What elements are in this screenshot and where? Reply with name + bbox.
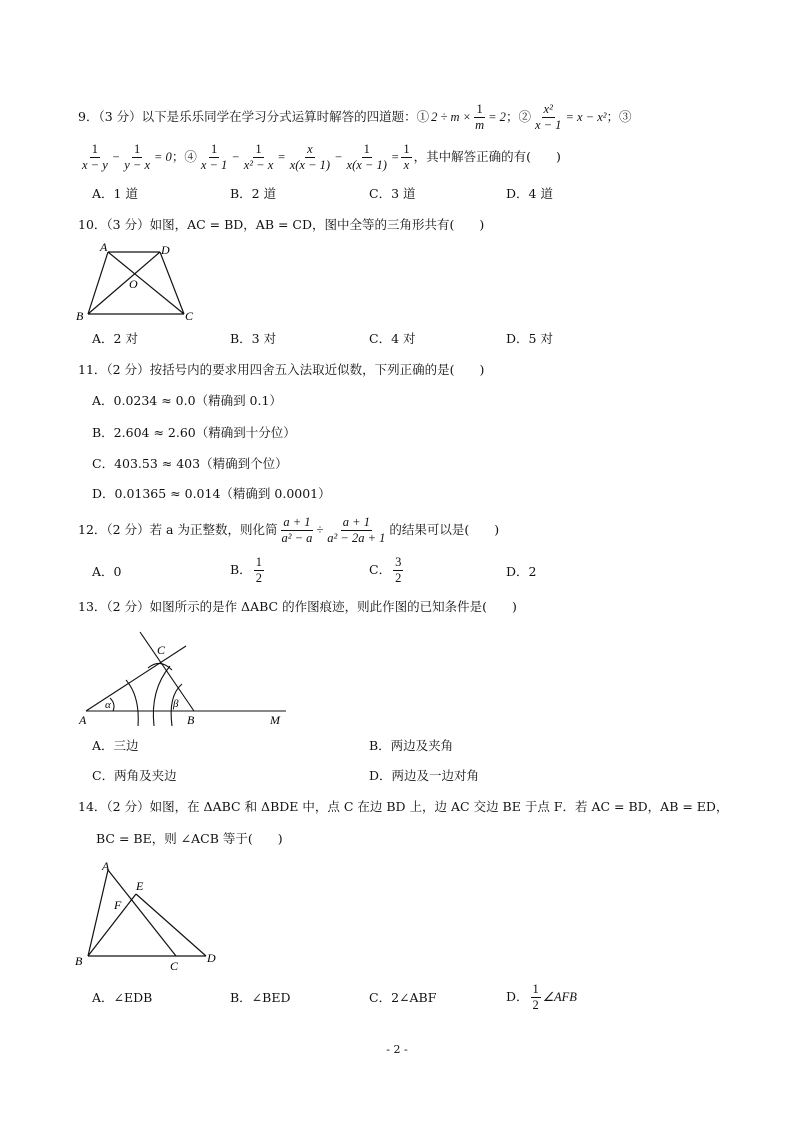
q13-stem: 13．（2 分）如图所示的是作 ΔABC 的作图痕迹，则此作图的已知条件是( ) (78, 599, 517, 614)
q14-option-d[interactable] (506, 983, 577, 1012)
label-d: D (207, 951, 216, 965)
frac-denominator: x − 1 (534, 118, 562, 133)
q9-expr4-fraction-2 (242, 143, 276, 172)
frac-denominator: x − y (82, 158, 108, 173)
q9-expr3-end: = 0 (154, 150, 172, 165)
q9-expr2-end: = x − x² (565, 110, 607, 125)
label-d: D (161, 243, 170, 257)
equals-sign: = (277, 150, 286, 165)
q13-option-b[interactable]: B．两边及夹角 (369, 738, 454, 753)
frac-numerator: 1 (401, 143, 411, 158)
q9-expr1-end: = 2 (488, 110, 506, 125)
q14-option-d-tail: ∠AFB (542, 990, 577, 1005)
q9-expr4-fraction-5 (401, 143, 411, 172)
q9-expr1: 2 ÷ m × (431, 110, 472, 125)
q13-option-c[interactable]: C．两角及夹边 (92, 768, 177, 783)
q12-option-b[interactable] (230, 556, 266, 585)
q9-option-c[interactable]: C．3 道 (369, 186, 416, 201)
q12-fraction-2 (325, 516, 387, 545)
frac-numerator: 1 (531, 983, 541, 998)
frac-numerator: a + 1 (281, 516, 312, 531)
frac-numerator: 1 (132, 143, 142, 158)
q9-expr1-fraction (473, 103, 486, 132)
q14-option-b[interactable]: B．∠BED (230, 990, 291, 1005)
label-c: C (185, 309, 194, 323)
minus-sign: − (334, 150, 343, 165)
q11-stem: 11．（2 分）按括号内的要求用四舍五入法取近似数，下列正确的是( ) (78, 362, 485, 377)
frac-numerator: 1 (209, 143, 219, 158)
segment-bd (88, 252, 160, 314)
q10-option-d[interactable]: D．5 对 (506, 331, 553, 346)
arc-large-b (153, 666, 170, 726)
q9-sep1: ；② (505, 109, 531, 125)
frac-denominator: x(x − 1) (346, 158, 387, 173)
q9-sep2: ；③ (606, 109, 632, 125)
frac-denominator: m (475, 118, 485, 133)
frac-numerator: x² (542, 103, 555, 118)
label-o: O (129, 277, 138, 291)
q12-option-c-label: C． (369, 562, 392, 578)
q9-tail: ，其中解答正确的有( ) (413, 149, 561, 165)
q12-fraction-1 (279, 516, 314, 545)
q10-stem: 10．（3 分）如图，AC = BD，AB = CD，图中全等的三角形共有( ) (78, 217, 485, 232)
q9-expr3-fraction-1 (80, 143, 110, 172)
q14-stem-line1: 14．（2 分）如图，在 ΔABC 和 ΔBDE 中，点 C 在边 BD 上，边 AC 交边 BE 于点 F．若 AC = BD，AB = ED， (78, 799, 729, 814)
frac-denominator: a² − a (281, 531, 313, 546)
q9-stem: 9．（3 分）以下是乐乐同学在学习分式运算时解答的四道题：① (78, 109, 430, 125)
q13-figure-construction (74, 628, 304, 728)
label-b: B (187, 713, 195, 727)
q12-option-d[interactable]: D．2 (506, 564, 537, 579)
label-a: A (79, 713, 87, 727)
q12-option-c-fraction (393, 556, 403, 585)
q12-option-a[interactable]: A．0 (92, 564, 122, 579)
frac-denominator: 2 (255, 571, 262, 586)
q9-expr2-fraction (533, 103, 563, 132)
q12-prefix: 12．（2 分）若 a 为正整数，则化简 (78, 522, 278, 538)
label-m: M (270, 713, 280, 727)
page-number: - 2 - (386, 1043, 408, 1056)
label-a: A (102, 859, 110, 873)
frac-numerator: x (305, 143, 315, 158)
frac-denominator: 2 (395, 571, 402, 586)
q9-option-b[interactable]: B．2 道 (230, 186, 277, 201)
frac-numerator: 3 (393, 556, 403, 571)
frac-numerator: 1 (362, 143, 372, 158)
arc-top-c (148, 663, 172, 670)
frac-denominator: 2 (532, 998, 539, 1013)
q12-option-c[interactable] (369, 556, 405, 585)
q9-expr4-fraction-1 (199, 143, 229, 172)
frac-denominator: a² − 2a + 1 (327, 531, 386, 546)
frac-denominator: y − x (124, 158, 150, 173)
q13-option-a[interactable]: A．三边 (92, 738, 139, 753)
segment-ed (136, 894, 206, 956)
equals-sign: = (390, 150, 400, 165)
label-e: E (136, 879, 144, 893)
label-c: C (170, 959, 179, 973)
q12-option-b-fraction (254, 556, 264, 585)
q12-line (78, 516, 499, 545)
frac-numerator: 1 (253, 143, 263, 158)
q12-option-b-label: B． (230, 562, 252, 578)
q14-option-c[interactable]: C．2∠ABF (369, 990, 437, 1005)
frac-denominator: x − 1 (200, 158, 228, 173)
frac-denominator: x (403, 158, 410, 173)
q10-option-a[interactable]: A．2 对 (92, 331, 138, 346)
q10-option-b[interactable]: B．3 对 (230, 331, 277, 346)
frac-denominator: x(x − 1) (289, 158, 331, 173)
q11-option-b[interactable]: B．2.604 ≈ 2.60（精确到十分位） (92, 425, 296, 440)
divide-sign: ÷ (316, 523, 324, 538)
label-c: C (157, 643, 166, 657)
frac-numerator: 1 (474, 103, 484, 118)
label-alpha: α (105, 699, 111, 711)
q9-sep3: ；④ (171, 149, 197, 165)
frac-numerator: 1 (90, 143, 100, 158)
label-f: F (114, 898, 122, 912)
q9-option-a[interactable]: A．1 道 (92, 186, 138, 201)
q9-expr4-fraction-4 (345, 143, 389, 172)
line-bc (140, 632, 194, 711)
label-a: A (100, 240, 108, 254)
q11-option-c[interactable]: C．403.53 ≈ 403（精确到个位） (92, 456, 288, 471)
q9-option-d[interactable]: D．4 道 (506, 186, 553, 201)
minus-sign: − (231, 150, 240, 165)
q14-option-d-fraction (531, 983, 541, 1012)
q9-expr3-fraction-2 (122, 143, 152, 172)
q10-option-c[interactable]: C．4 对 (369, 331, 416, 346)
label-b: B (75, 954, 83, 968)
q11-option-d[interactable]: D．0.01365 ≈ 0.014（精确到 0.0001） (92, 486, 331, 501)
q14-option-d-label: D． (506, 989, 529, 1005)
q14-option-a[interactable]: A．∠EDB (92, 990, 153, 1005)
q12-suffix: 的结果可以是( ) (389, 522, 500, 538)
arc-large-a (126, 680, 138, 726)
q9-line1 (78, 103, 632, 132)
q14-figure-triangles (72, 858, 232, 973)
label-beta: β (173, 698, 179, 710)
minus-sign: − (111, 150, 121, 165)
frac-numerator: a + 1 (341, 516, 372, 531)
q11-option-a[interactable]: A．0.0234 ≈ 0.0（精确到 0.1） (92, 393, 282, 408)
q9-line2 (78, 143, 561, 172)
frac-numerator: 1 (254, 556, 264, 571)
label-b: B (76, 309, 84, 323)
q10-figure-trapezoid (72, 240, 202, 325)
q13-option-d[interactable]: D．两边及一边对角 (369, 768, 480, 783)
q9-expr4-fraction-3 (288, 143, 332, 172)
frac-denominator: x² − x (243, 158, 274, 173)
q14-stem-line2: BC = BE，则 ∠ACB 等于( ) (96, 831, 283, 846)
